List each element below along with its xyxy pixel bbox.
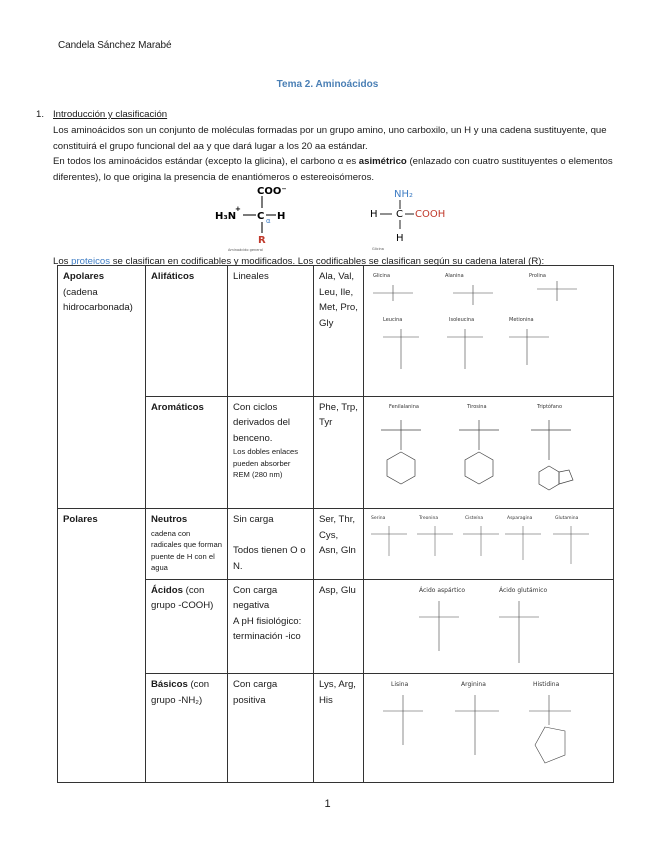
sketch-label: Tirosina bbox=[467, 403, 487, 410]
table-intro-text-end: se clasifican en codificables y modificados. Los codificables se clasifican según su cadena lateral (R): bbox=[110, 256, 545, 267]
left-caption: Aminoácido general bbox=[228, 248, 263, 252]
table-row bbox=[58, 266, 614, 397]
aa-list: Phe, Trp, Tyr bbox=[319, 401, 358, 428]
desc-text-2: A pH fisiológico: terminación -ico bbox=[233, 615, 302, 642]
aa-list: Ser, Thr, Cys, Asn, Gln bbox=[319, 514, 356, 556]
coo-label: COO⁻ bbox=[257, 186, 287, 197]
apolares-label: Apolares bbox=[63, 271, 105, 282]
sketch-label: Fenilalanina bbox=[389, 403, 419, 410]
right-caption: Glicina bbox=[372, 247, 384, 251]
r-label: R bbox=[258, 235, 266, 246]
polares-label: Polares bbox=[63, 514, 98, 525]
desc-cell bbox=[228, 266, 314, 397]
sketch-label: Histidina bbox=[533, 681, 560, 688]
subgroup-sub: (con grupo -NH₂) bbox=[151, 679, 210, 706]
desc-text: Con ciclos derivados del benceno. bbox=[233, 401, 291, 444]
sketch-label: Treonina bbox=[419, 516, 439, 521]
subgroup-cell bbox=[146, 396, 228, 509]
aa-cell bbox=[314, 396, 364, 509]
subgroup-label: Ácidos bbox=[151, 584, 183, 596]
c-alpha-label: C bbox=[257, 211, 265, 222]
sketch-label: Glutamina bbox=[555, 516, 579, 521]
subgroup-label: Neutros bbox=[151, 514, 188, 525]
paragraph-2-bold: asimétrico bbox=[358, 156, 407, 167]
table-row bbox=[58, 509, 614, 580]
acidic-sketch bbox=[369, 583, 601, 665]
paragraph-2-text-end: (enlazado con cuatro sustituyentes o elementos diferentes), lo que origina la presencia de enantiómeros o estereoisómeros. bbox=[53, 156, 613, 183]
glycine-c-label: C bbox=[396, 209, 403, 220]
subgroup-label: Básicos bbox=[151, 679, 188, 690]
desc-text: Con carga positiva bbox=[233, 679, 278, 706]
proteicos-link[interactable]: proteicos bbox=[71, 256, 111, 267]
sketch-cell bbox=[364, 674, 614, 783]
page-title: Tema 2. Aminoácidos bbox=[276, 79, 379, 90]
subgroup-label: Alifáticos bbox=[151, 271, 195, 282]
glycine-bottom-h: H bbox=[396, 233, 404, 244]
subgroup-cell bbox=[146, 579, 228, 674]
section-title: Introducción y clasificación bbox=[53, 109, 168, 120]
sketch-label: Metionina bbox=[509, 317, 534, 323]
polares-cell bbox=[58, 509, 146, 783]
glycine-h-label: H bbox=[370, 209, 378, 220]
desc-cell bbox=[228, 579, 314, 674]
cooh-label: COOH bbox=[415, 209, 446, 220]
aliphatic-sketch bbox=[369, 269, 601, 387]
sketch-cell bbox=[364, 579, 614, 674]
sketch-label: Triptófano bbox=[537, 403, 563, 410]
alpha-label: α bbox=[266, 217, 271, 225]
sketch-label: Lisina bbox=[391, 681, 409, 688]
sketch-cell bbox=[364, 266, 614, 397]
amino-acid-structures bbox=[210, 184, 470, 254]
sketch-label: Glicina bbox=[373, 273, 391, 279]
sketch-label: Cisteína bbox=[465, 516, 484, 521]
nh2-label: NH₂ bbox=[394, 189, 414, 200]
page-number: 1 bbox=[324, 798, 331, 810]
paragraph-2 bbox=[53, 154, 633, 185]
subgroup-label: Aromáticos bbox=[151, 401, 204, 413]
aa-list: Ala, Val, Leu, Ile, Met, Pro, Gly bbox=[319, 271, 358, 329]
desc-text: Con carga negativa bbox=[233, 584, 278, 611]
aa-list: Asp, Glu bbox=[319, 584, 356, 596]
desc-text-2: Todos tienen O o N. bbox=[233, 545, 306, 572]
desc-cell bbox=[228, 674, 314, 783]
apolares-sub: (cadena hidrocarbonada) bbox=[63, 286, 133, 313]
sketch-label: Leucina bbox=[383, 317, 403, 323]
neutral-sketch bbox=[369, 512, 601, 570]
sketch-label: Isoleucina bbox=[449, 317, 475, 323]
aa-cell bbox=[314, 509, 364, 580]
author-name: Candela Sánchez Marabé bbox=[58, 40, 172, 51]
sketch-label: Alanina bbox=[445, 273, 464, 279]
subgroup-cell bbox=[146, 509, 228, 580]
sketch-label: Ácido aspártico bbox=[419, 586, 466, 594]
sketch-cell bbox=[364, 509, 614, 580]
sketch-label: Ácido glutámico bbox=[499, 586, 548, 594]
plus-label: + bbox=[235, 205, 241, 213]
h-label: H bbox=[277, 211, 286, 222]
desc-text: Sin carga bbox=[233, 514, 274, 525]
aa-cell bbox=[314, 579, 364, 674]
desc-cell bbox=[228, 509, 314, 580]
section-number: 1. bbox=[36, 109, 45, 120]
sketch-label: Prolina bbox=[529, 273, 546, 279]
aa-cell bbox=[314, 674, 364, 783]
sketch-label: Serina bbox=[371, 516, 386, 521]
table-intro-text: Los bbox=[53, 256, 72, 267]
paragraph-2-text: En todos los aminoácidos estándar (excepto la glicina), el carbono α es bbox=[53, 156, 359, 167]
sketch-label: Asparagina bbox=[507, 516, 533, 521]
subgroup-sub: cadena con radicales que forman puente de H con el agua bbox=[151, 528, 222, 572]
subgroup-cell bbox=[146, 674, 228, 783]
aa-cell bbox=[314, 266, 364, 397]
paragraph-1: Los aminoácidos son un conjunto de moléculas formadas por un grupo amino, uno carboxilo, un H y una cadena sustituyente, que constituirá el grupo funcional del aa y que dará lugar a los 20 aa estándar. bbox=[53, 125, 607, 152]
aromatic-sketch bbox=[369, 400, 601, 500]
sketch-label: Arginina bbox=[461, 681, 486, 688]
apolares-cell bbox=[58, 266, 146, 509]
desc-text: Lineales bbox=[233, 271, 269, 282]
amino-acid-table bbox=[57, 265, 614, 783]
general-amino-acid bbox=[215, 186, 287, 252]
sketch-cell bbox=[364, 396, 614, 509]
subgroup-sub: (con grupo -COOH) bbox=[151, 584, 214, 611]
desc-cell bbox=[228, 396, 314, 509]
basic-sketch bbox=[369, 677, 601, 773]
h3n-label: H₃N bbox=[215, 211, 237, 222]
aa-list: Lys, Arg, His bbox=[319, 679, 356, 706]
glycine-structure bbox=[370, 189, 445, 251]
desc-small: Los dobles enlaces pueden absorber REM (280 nm) bbox=[233, 447, 299, 479]
subgroup-cell bbox=[146, 266, 228, 397]
